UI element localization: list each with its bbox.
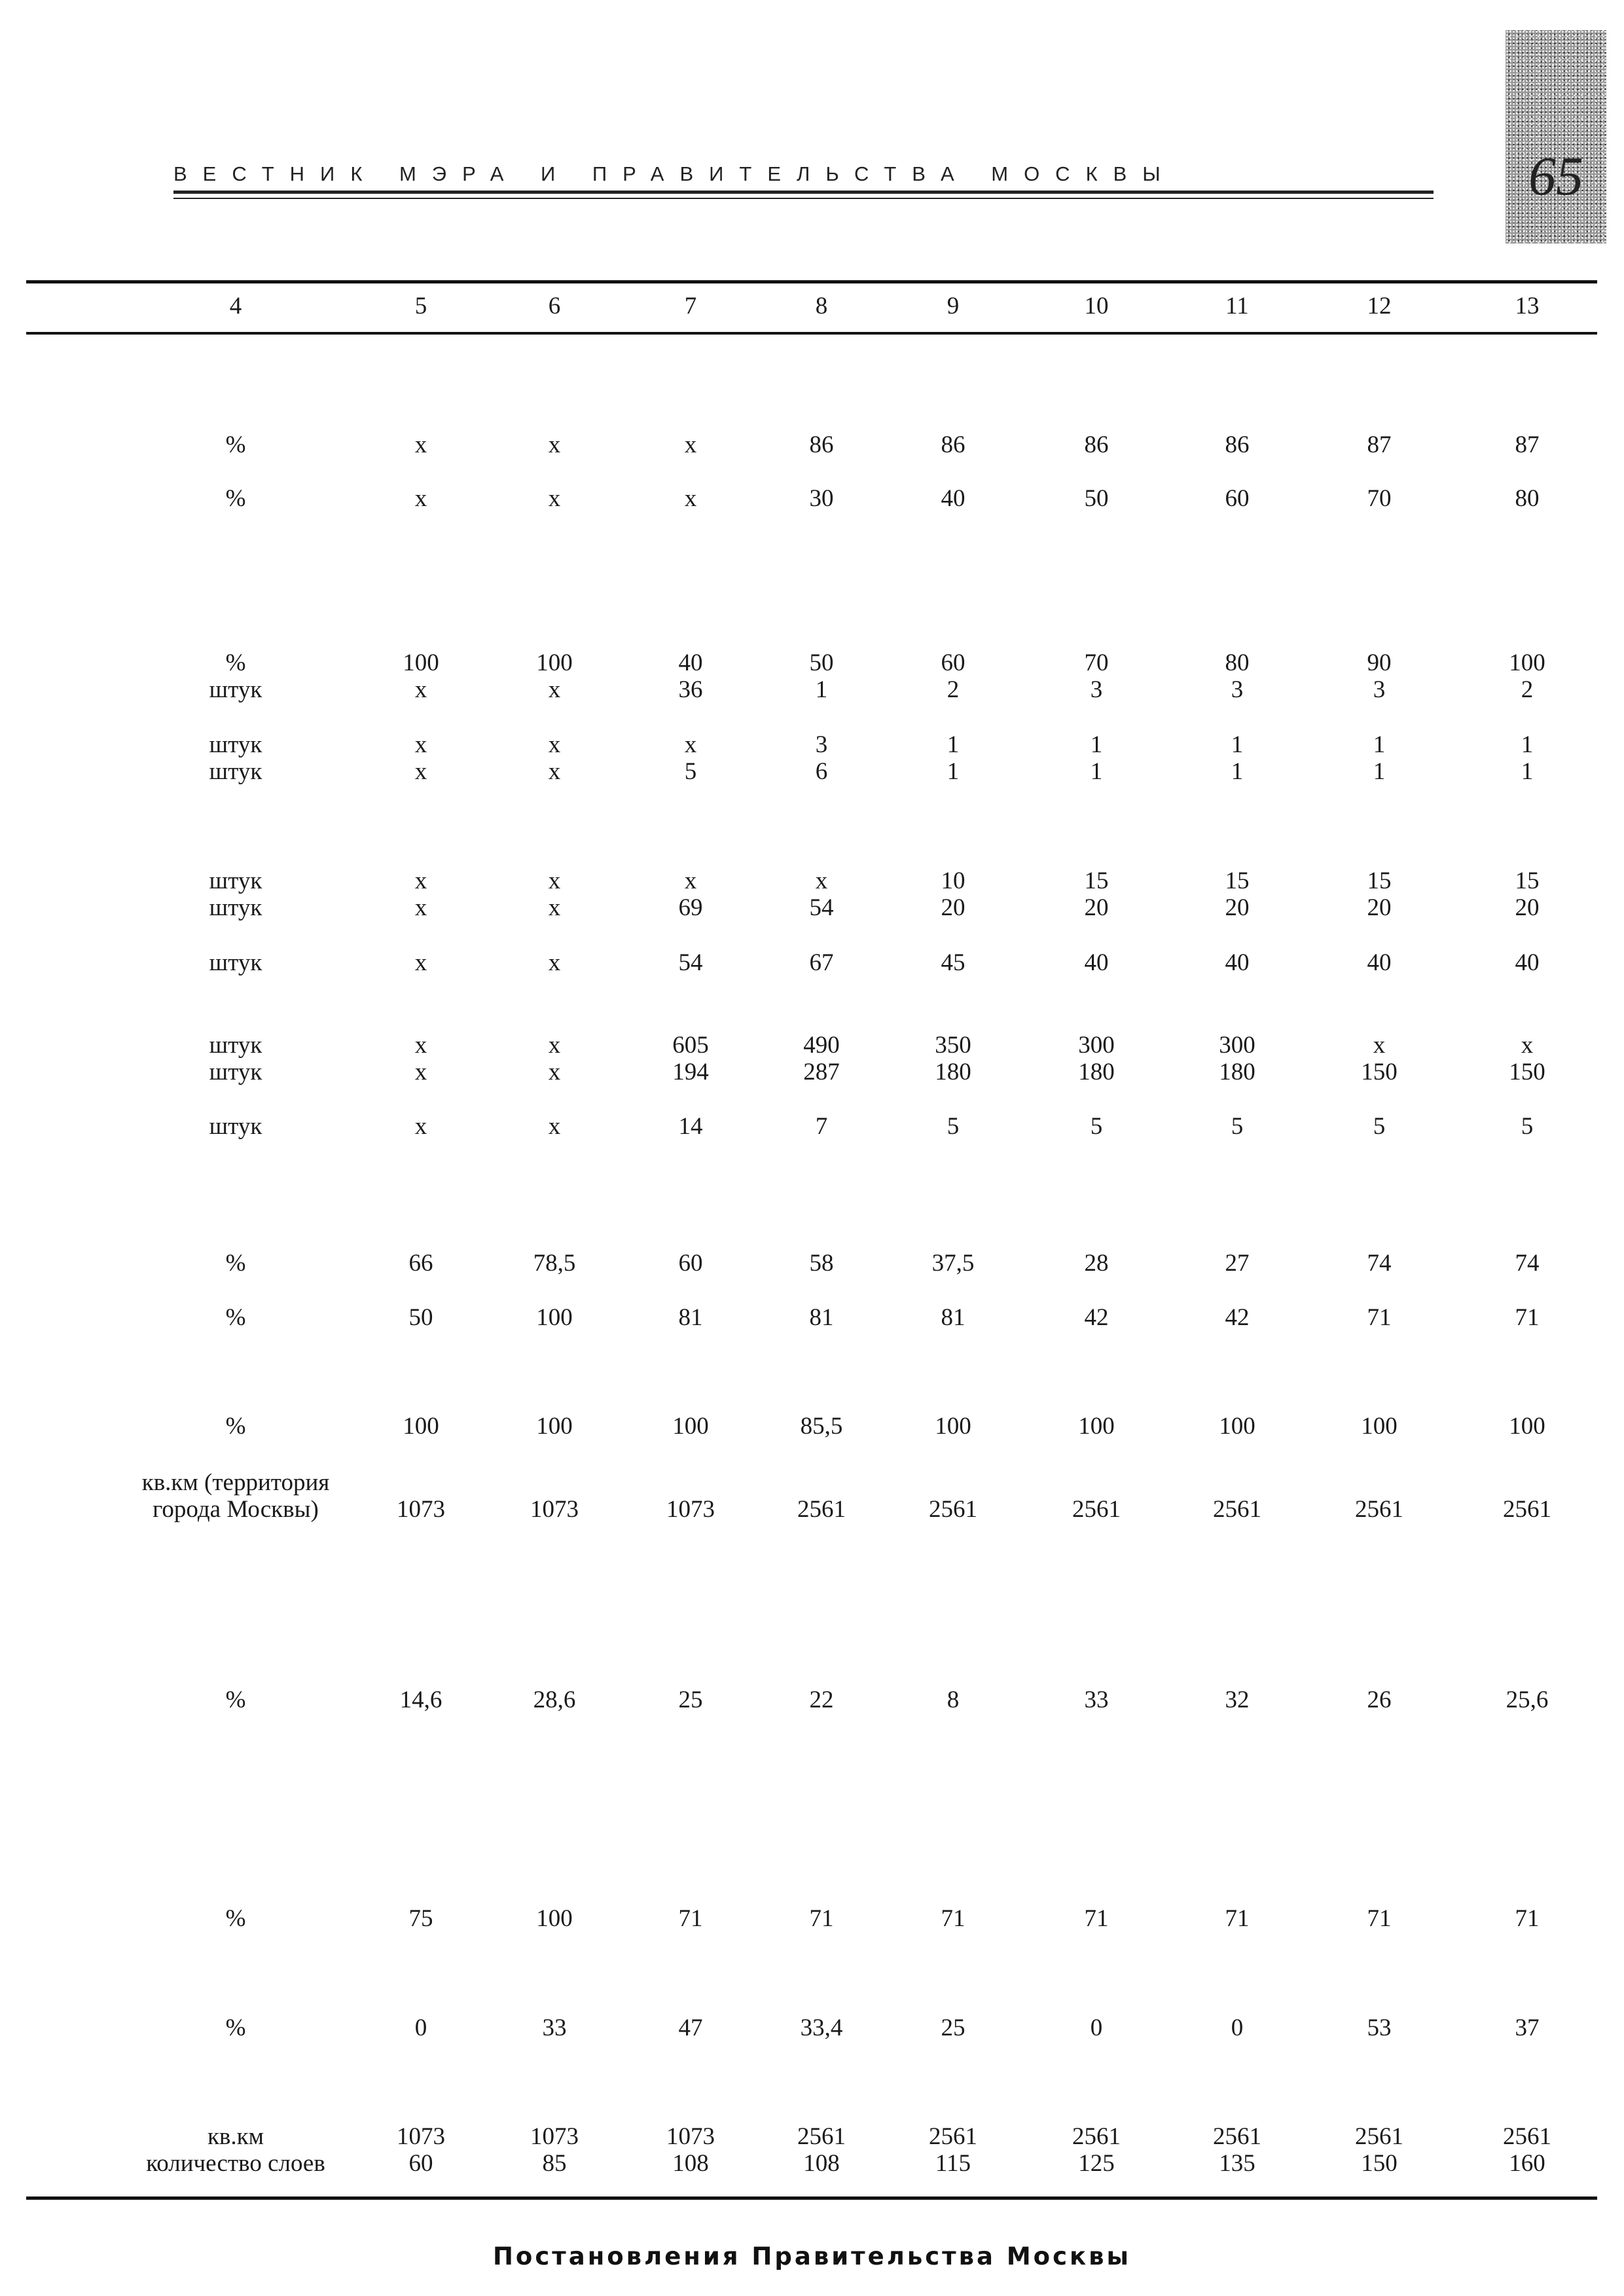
value-cell: x [548,1059,561,1085]
page-number: 65 [1528,146,1583,207]
value-cell: 300 [1219,1032,1255,1059]
value-cell: x [684,867,697,894]
column-header: 9 [947,293,960,319]
column-header: 11 [1225,293,1249,319]
value-cell: x [548,676,561,703]
unit-cell: % [225,1413,246,1440]
unit-cell: количество слоев [146,2150,325,2177]
value-cell: 54 [809,894,834,921]
value-cell: 1073 [666,2123,715,2150]
value-cell: 100 [1509,649,1545,676]
value-cell: 58 [809,1250,834,1277]
value-cell: 7 [815,1113,828,1140]
value-cell: 36 [678,676,703,703]
value-cell: 53 [1367,2014,1392,2041]
value-cell: 40 [941,485,965,512]
value-cell: 60 [678,1250,703,1277]
value-cell: 50 [809,649,834,676]
value-cell: 5 [1231,1113,1244,1140]
value-cell: 15 [1515,867,1540,894]
value-cell: x [414,1032,427,1059]
value-cell: 2561 [797,2123,846,2150]
value-cell: x [548,894,561,921]
value-cell: 86 [1084,431,1109,458]
value-cell: x [548,431,561,458]
value-cell: 5 [1090,1113,1103,1140]
unit-cell: % [225,1250,246,1277]
value-cell: 100 [1509,1413,1545,1440]
value-cell: 80 [1225,649,1250,676]
value-cell: 45 [941,949,965,976]
value-cell: 2561 [1072,2123,1121,2150]
value-cell: 2561 [797,1496,846,1523]
value-cell: 150 [1361,1059,1398,1085]
unit-cell: % [225,485,246,512]
value-cell: 5 [1521,1113,1534,1140]
value-cell: 28 [1084,1250,1109,1277]
value-cell: 71 [941,1905,965,1932]
value-cell: x [684,431,697,458]
value-cell: 100 [672,1413,709,1440]
value-cell: 100 [1078,1413,1115,1440]
value-cell: 1 [1231,731,1244,758]
unit-cell: штук [209,676,262,703]
value-cell: 20 [1367,894,1392,921]
value-cell: 5 [684,758,697,785]
unit-cell: % [225,1905,246,1932]
value-cell: 78,5 [533,1250,576,1277]
table-top-rule [26,280,1597,283]
value-cell: x [1373,1032,1386,1059]
unit-cell: % [225,1304,246,1331]
value-cell: 71 [1515,1905,1540,1932]
unit-cell: кв.км [207,2123,264,2150]
unit-cell: штук [209,1059,262,1085]
value-cell: 71 [1367,1905,1392,1932]
value-cell: x [414,758,427,785]
value-cell: 100 [935,1413,971,1440]
value-cell: x [414,485,427,512]
column-header: 10 [1084,293,1109,319]
table-bottom-rule [26,2196,1597,2200]
value-cell: 60 [941,649,965,676]
value-cell: 2561 [1355,2123,1403,2150]
value-cell: 30 [809,485,834,512]
value-cell: 100 [1361,1413,1398,1440]
value-cell: 5 [947,1113,960,1140]
header-rule [173,191,1434,194]
value-cell: x [815,867,828,894]
value-cell: 67 [809,949,834,976]
value-cell: 71 [1225,1905,1250,1932]
value-cell: 2 [1521,676,1534,703]
value-cell: 25,6 [1506,1686,1549,1713]
value-cell: 74 [1367,1250,1392,1277]
value-cell: 2561 [1213,1496,1261,1523]
value-cell: 81 [678,1304,703,1331]
value-cell: 100 [403,1413,439,1440]
value-cell: 25 [941,2014,965,2041]
unit-cell: кв.км (территория [141,1469,330,1496]
value-cell: 70 [1084,649,1109,676]
value-cell: 490 [803,1032,840,1059]
value-cell: 100 [536,1905,573,1932]
value-cell: 2561 [1503,2123,1551,2150]
value-cell: 100 [1219,1413,1255,1440]
value-cell: 33,4 [800,2014,843,2041]
value-cell: 47 [678,2014,703,2041]
value-cell: 108 [803,2150,840,2177]
value-cell: 37,5 [931,1250,975,1277]
value-cell: 2561 [1355,1496,1403,1523]
value-cell: 60 [408,2150,433,2177]
value-cell: 87 [1367,431,1392,458]
value-cell: x [684,731,697,758]
value-cell: 66 [408,1250,433,1277]
value-cell: 85 [542,2150,567,2177]
value-cell: 125 [1078,2150,1115,2177]
value-cell: 0 [414,2014,427,2041]
value-cell: 71 [1515,1304,1540,1331]
value-cell: x [414,1059,427,1085]
value-cell: 86 [1225,431,1250,458]
value-cell: 27 [1225,1250,1250,1277]
value-cell: 69 [678,894,703,921]
value-cell: 135 [1219,2150,1255,2177]
value-cell: 180 [1219,1059,1255,1085]
value-cell: x [414,676,427,703]
value-cell: x [548,1113,561,1140]
value-cell: 22 [809,1686,834,1713]
value-cell: x [414,867,427,894]
value-cell: 60 [1225,485,1250,512]
value-cell: 42 [1225,1304,1250,1331]
value-cell: x [414,731,427,758]
value-cell: x [414,894,427,921]
value-cell: 100 [536,1304,573,1331]
value-cell: 1 [1373,731,1386,758]
value-cell: x [414,1113,427,1140]
value-cell: 1 [1231,758,1244,785]
value-cell: 71 [1084,1905,1109,1932]
value-cell: 0 [1231,2014,1244,2041]
value-cell: 605 [672,1032,709,1059]
unit-cell: штук [209,949,262,976]
value-cell: 1 [947,758,960,785]
value-cell: 74 [1515,1250,1540,1277]
value-cell: 50 [408,1304,433,1331]
value-cell: 42 [1084,1304,1109,1331]
unit-cell: города Москвы) [153,1496,319,1523]
unit-cell: штук [209,1113,262,1140]
unit-cell: % [225,2014,246,2041]
value-cell: 2561 [1503,1496,1551,1523]
value-cell: 40 [1515,949,1540,976]
value-cell: 71 [1367,1304,1392,1331]
value-cell: 1073 [530,1496,579,1523]
value-cell: 1073 [397,2123,445,2150]
value-cell: 1 [1521,758,1534,785]
value-cell: 71 [809,1905,834,1932]
unit-cell: % [225,1686,246,1713]
value-cell: 86 [941,431,965,458]
value-cell: 20 [1225,894,1250,921]
value-cell: 40 [1367,949,1392,976]
page-number-badge [1506,30,1606,244]
value-cell: 3 [1231,676,1244,703]
value-cell: 6 [815,758,828,785]
value-cell: 15 [1084,867,1109,894]
value-cell: 2561 [929,1496,977,1523]
column-header: 12 [1367,293,1392,319]
value-cell: 100 [536,649,573,676]
value-cell: 70 [1367,485,1392,512]
value-cell: x [548,867,561,894]
value-cell: x [684,485,697,512]
value-cell: 3 [1373,676,1386,703]
value-cell: 71 [678,1905,703,1932]
header-rule-thin [173,198,1434,199]
value-cell: 2561 [1213,2123,1261,2150]
value-cell: 40 [1225,949,1250,976]
value-cell: 87 [1515,431,1540,458]
value-cell: x [414,949,427,976]
value-cell: 32 [1225,1686,1250,1713]
value-cell: 1073 [530,2123,579,2150]
value-cell: 81 [941,1304,965,1331]
value-cell: x [548,758,561,785]
unit-cell: штук [209,731,262,758]
value-cell: 194 [672,1059,709,1085]
column-header: 8 [815,293,828,319]
unit-cell: штук [209,894,262,921]
value-cell: 1073 [666,1496,715,1523]
value-cell: 37 [1515,2014,1540,2041]
value-cell: 2561 [1072,1496,1121,1523]
value-cell: 2561 [929,2123,977,2150]
unit-cell: штук [209,1032,262,1059]
value-cell: x [1521,1032,1534,1059]
value-cell: 1073 [397,1496,445,1523]
value-cell: 180 [1078,1059,1115,1085]
value-cell: 10 [941,867,965,894]
value-cell: 90 [1367,649,1392,676]
value-cell: 160 [1509,2150,1545,2177]
value-cell: 20 [1084,894,1109,921]
value-cell: 15 [1225,867,1250,894]
value-cell: 115 [935,2150,971,2177]
unit-cell: % [225,431,246,458]
value-cell: 1 [815,676,828,703]
value-cell: 0 [1090,2014,1103,2041]
value-cell: 28,6 [533,1686,576,1713]
value-cell: 75 [408,1905,433,1932]
value-cell: 86 [809,431,834,458]
value-cell: 1 [1090,731,1103,758]
column-header: 4 [229,293,242,319]
value-cell: 8 [947,1686,960,1713]
value-cell: 33 [1084,1686,1109,1713]
column-header: 6 [548,293,561,319]
value-cell: x [548,485,561,512]
value-cell: 180 [935,1059,971,1085]
value-cell: 33 [542,2014,567,2041]
value-cell: 108 [672,2150,709,2177]
unit-cell: штук [209,867,262,894]
value-cell: 1 [1373,758,1386,785]
value-cell: 80 [1515,485,1540,512]
value-cell: 50 [1084,485,1109,512]
value-cell: 54 [678,949,703,976]
value-cell: x [548,949,561,976]
value-cell: 100 [403,649,439,676]
value-cell: 3 [815,731,828,758]
column-header: 7 [684,293,697,319]
value-cell: 85,5 [800,1413,843,1440]
value-cell: 14 [678,1113,703,1140]
value-cell: 1 [1090,758,1103,785]
table-header-rule [26,332,1597,335]
value-cell: 40 [1084,949,1109,976]
value-cell: 287 [803,1059,840,1085]
value-cell: 5 [1373,1113,1386,1140]
value-cell: x [414,431,427,458]
value-cell: 100 [536,1413,573,1440]
value-cell: 150 [1509,1059,1545,1085]
value-cell: 14,6 [399,1686,442,1713]
value-cell: 350 [935,1032,971,1059]
value-cell: 300 [1078,1032,1115,1059]
value-cell: 2 [947,676,960,703]
value-cell: x [548,1032,561,1059]
value-cell: 15 [1367,867,1392,894]
value-cell: 1 [947,731,960,758]
unit-cell: штук [209,758,262,785]
value-cell: 40 [678,649,703,676]
value-cell: 26 [1367,1686,1392,1713]
column-header: 13 [1515,293,1540,319]
value-cell: 25 [678,1686,703,1713]
value-cell: 20 [941,894,965,921]
value-cell: 3 [1090,676,1103,703]
value-cell: 20 [1515,894,1540,921]
section-footer-title: Постановления Правительства Москвы [492,2242,1132,2270]
value-cell: 81 [809,1304,834,1331]
column-header: 5 [414,293,427,319]
value-cell: 150 [1361,2150,1398,2177]
unit-cell: % [225,649,246,676]
value-cell: x [548,731,561,758]
journal-title: ВЕСТНИК МЭРА И ПРАВИТЕЛЬСТВА МОСКВЫ [173,162,1176,185]
value-cell: 1 [1521,731,1534,758]
